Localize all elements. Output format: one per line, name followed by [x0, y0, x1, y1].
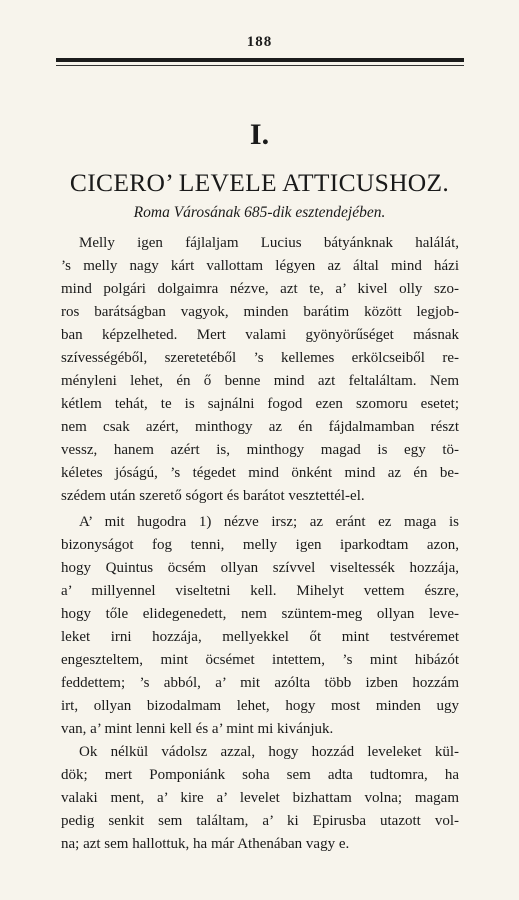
- text-line: hogy Quintus öcsém ollyan szívvel viseltessék hozzája,: [61, 560, 459, 576]
- text-line: bizonyságot fog tenni, melly igen iparkodtam azon,: [61, 537, 459, 553]
- header-rule-thin: [56, 65, 464, 66]
- text-line: irt, ollyan bizodalmam lehet, hogy most minden ugy: [61, 698, 459, 714]
- text-line: kétlem tehát, te is sajnálni fogod ezen szomoru esetet;: [61, 396, 459, 412]
- text-line: hogy tőle elidegenedett, nem szüntem-meg ollyan leve-: [61, 606, 459, 622]
- text-line: A’ mit hugodra 1) nézve irsz; az eránt ez maga is: [79, 514, 459, 530]
- text-line: szédem után szerető sógort és barátot vesztettél-el.: [61, 488, 365, 504]
- text-line: ’s melly nagy kárt vallottam légyen az által mind házi: [61, 258, 459, 274]
- text-line: pedig senkit sem találtam, a’ ki Epirusba utazott vol-: [61, 813, 459, 829]
- letter-dateline: Roma Városának 685-dik esztendejében.: [133, 204, 386, 221]
- text-line: valaki ment, a’ kire a’ levelet bizhattam volna; magam: [61, 790, 459, 806]
- letter-body: [61, 232, 459, 856]
- text-line: kéletes jóságú, ’s tégedet mind önként mind az én be-: [61, 465, 459, 481]
- text-line: leket irni hozzája, mellyekkel őt mint testvéremet: [61, 629, 459, 645]
- header-rule-thick: [56, 58, 464, 62]
- text-line: van, a’ mint lenni kell és a’ mint mi kivánjuk.: [61, 721, 334, 737]
- text-line: engeszteltem, mint öcsémet intettem, ’s mint hibázót: [61, 652, 459, 668]
- text-line: a’ millyennel viseltetni kell. Mihelyt vettem észre,: [61, 583, 459, 599]
- letter-title: CICERO’ LEVELE ATTICUSHOZ.: [69, 168, 450, 197]
- text-line: Ok nélkül vádolsz azzal, hogy hozzád leveleket kül-: [79, 744, 459, 760]
- text-line: na; azt sem hallottuk, ha már Athenában vagy e.: [61, 836, 350, 852]
- section-numeral: I.: [249, 118, 270, 151]
- text-line: nem csak azért, minthogy az én fájdalmamban részt: [61, 419, 459, 435]
- text-line: dök; mert Pomponiánk soha sem adta tudtomra, ha: [61, 767, 459, 783]
- page-number: 188: [246, 34, 273, 50]
- text-line: mind polgári dolgaimra nézve, azt te, a’ kivel olly szo-: [61, 281, 459, 297]
- text-line: feddettem; ’s abból, a’ mit azólta több izben hozzám: [61, 675, 459, 691]
- text-line: vessz, hanem azért is, minthogy magad is egy tö-: [61, 442, 459, 458]
- text-line: ban képzelheted. Mert valami gyönyörűséget másnak: [61, 327, 459, 343]
- text-line: ros barátságban vagyok, minden barátim között legjob-: [61, 304, 459, 320]
- text-line: ményleni lehet, én ő benne mind azt feltaláltam. Nem: [61, 373, 459, 389]
- text-line: Melly igen fájlaljam Lucius bátyánknak halálát,: [79, 235, 459, 251]
- header-double-rule: [56, 58, 464, 69]
- text-line: szívességéből, szeretetéből ’s kellemes erkölcseiből re-: [61, 350, 459, 366]
